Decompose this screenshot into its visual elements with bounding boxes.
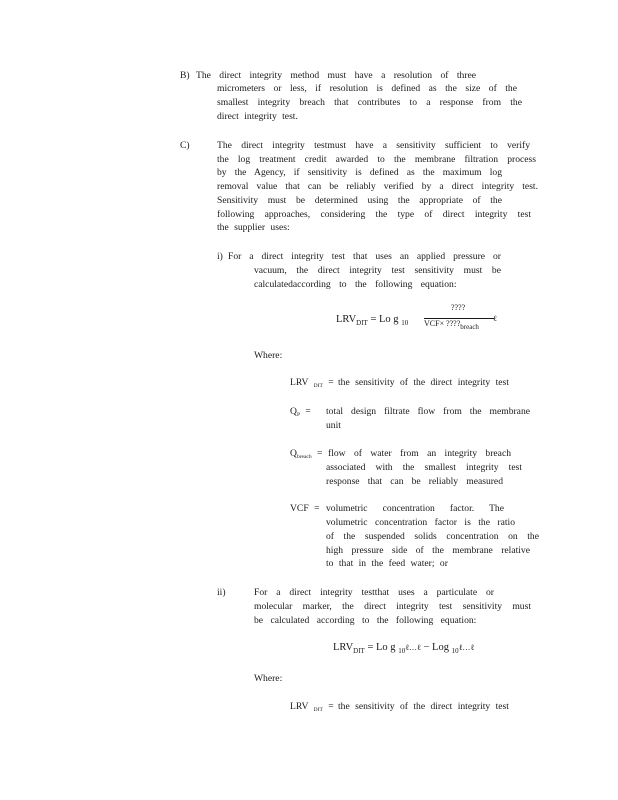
subsection-i-line-3: calculatedaccording to the following equation: bbox=[254, 279, 457, 290]
section-b-line-2: micrometers or less, if resolution is defined as the size of the bbox=[217, 83, 517, 94]
section-c-line-7: the supplier uses: bbox=[217, 222, 290, 233]
section-c-line-3: by the Agency, if sensitivity is defined as the maximum log bbox=[217, 167, 502, 178]
subsection-i-label: i) bbox=[217, 251, 223, 262]
equation-ii: $LRV_{DIT} = Lo$ g $_{10}$ℓ…ℓ − Log $_{10}$ℓ…ℓ bbox=[333, 642, 475, 655]
definition-qp-term: $Q_P$ = bbox=[290, 406, 311, 418]
section-b-line-1: The direct integrity method must have a resolution of three bbox=[196, 70, 476, 81]
definition-lrv-text: the sensitivity of the direct integrity test bbox=[338, 377, 509, 388]
subsection-i-line-1: For a direct integrity test that uses an applied pressure or bbox=[228, 251, 501, 262]
definition-ii-lrv-term: LRV $_{DIT}$ = bbox=[290, 701, 334, 713]
definition-qbreach-term: $Q_{breach}$ = bbox=[290, 448, 323, 460]
definition-qp-line-2: unit bbox=[326, 420, 341, 431]
subsection-ii-label: ii) bbox=[217, 587, 226, 598]
definition-vcf-line-4: high pressure side of the membrane relative bbox=[326, 545, 530, 556]
definition-lrv-term: LRV $_{DIT}$ = bbox=[290, 377, 334, 389]
section-c-line-1: The direct integrity testmust have a sensitivity sufficient to verify bbox=[217, 140, 530, 151]
section-c-label: C) bbox=[180, 140, 190, 151]
section-b-line-4: direct integrity test. bbox=[217, 111, 298, 122]
definition-qp-line-1: total design filtrate flow from the membrane bbox=[326, 406, 530, 417]
definition-vcf-line-5: to that in the feed water; or bbox=[326, 558, 448, 569]
subsection-ii-line-3: be calculated according to the following equation: bbox=[254, 615, 477, 626]
section-c-line-4: removal value that can be reliably verified by a direct integrity test. bbox=[217, 181, 538, 192]
definition-qbreach-line-3: response that can be reliably measured bbox=[326, 476, 503, 487]
equation-i-numerator: ???? bbox=[451, 303, 466, 312]
definition-vcf-term: VCF = bbox=[290, 503, 320, 514]
section-b-label: B) bbox=[180, 70, 190, 81]
definition-qbreach-line-2: associated with the smallest integrity test bbox=[326, 462, 522, 473]
equation-i-lhs: $LRV_{DIT} = Lo$ g $_{10}$ bbox=[336, 314, 409, 327]
subsection-ii-line-1: For a direct integrity testthat uses a particulate or bbox=[254, 587, 494, 598]
equation-i-closing-glyph: ℓ bbox=[493, 314, 497, 323]
equation-i-denominator: VCF× ????breach bbox=[424, 319, 479, 331]
subsection-ii-line-2: molecular marker, the direct integrity test sensitivity must bbox=[254, 601, 531, 612]
section-c-line-6: following approaches, considering the type of direct integrity test bbox=[217, 209, 531, 220]
subsection-i-line-2: vacuum, the direct integrity test sensitivity must be bbox=[254, 265, 501, 276]
definition-qbreach-line-1: flow of water from an integrity breach bbox=[328, 448, 511, 459]
definition-vcf-line-3: of the suspended solids concentration on the bbox=[326, 531, 539, 542]
definition-ii-lrv-text: the sensitivity of the direct integrity test bbox=[338, 701, 509, 712]
section-b-line-3: smallest integrity breach that contributes to a response from the bbox=[217, 97, 522, 108]
section-c-line-5: Sensitivity must be determined using the appropriate of the bbox=[217, 195, 502, 206]
where-label-ii: Where: bbox=[254, 673, 283, 684]
definition-vcf-line-1: volumetric concentration factor. The bbox=[326, 503, 504, 514]
section-c-line-2: the log treatment credit awarded to the membrane filtration process bbox=[217, 154, 536, 165]
where-label-i: Where: bbox=[254, 350, 283, 361]
definition-vcf-line-2: volumetric concentration factor is the ratio bbox=[326, 517, 515, 528]
